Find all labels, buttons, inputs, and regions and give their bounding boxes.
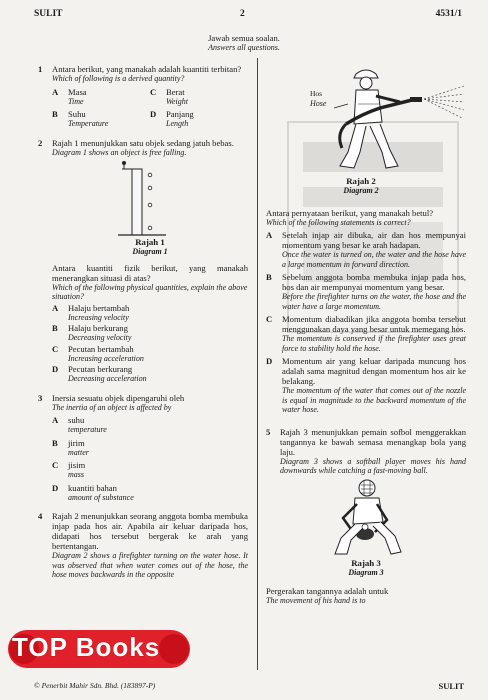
option-b[interactable]: B Halaju berkurang Decreasing velocity: [52, 323, 132, 342]
question-text-en: The inertia of an object is affected by: [52, 402, 172, 412]
question-text-en: Which of following is a derived quantity?: [52, 74, 185, 83]
firefighter-diagram: [326, 64, 466, 176]
option-d[interactable]: D Pecutan berkurang Decreasing acceleration: [52, 364, 147, 383]
option-d[interactable]: D Momentum air yang keluar daripada muncung hos adalah sama magnitud dengan momentum hos air ke belakang. The momentum of the water that comes out of the nozzle is equal in magnitude to the backward momentum of the water hose.: [266, 356, 466, 414]
option-c[interactable]: C jisim mass: [52, 460, 86, 479]
topbooks-logo: [6, 626, 192, 672]
question-number: 2: [38, 137, 43, 148]
option-a[interactable]: A Setelah injap air dibuka, air dan hos mempunyai momentum yang besar ke arah hadapan. Once the water is turned on, the water and the hose have a large momentum in forward direction.: [266, 230, 466, 269]
question-text-ms: Rajah 3 menunjukkan pemain sofbol menggerakkan tangannya ke bawah semasa menangkap bola yang laju.: [280, 426, 466, 457]
right-column: [266, 64, 466, 606]
paper-code: 4531/1: [435, 9, 462, 19]
footer-copyright: © Penerbit Mahir Sdn. Bhd. (183897-P): [34, 681, 156, 690]
left-column: [38, 64, 248, 580]
diagram-1-caption: Rajah 1 Diagram 1: [132, 237, 168, 256]
options-grid: [52, 86, 248, 129]
question-stem-en: The movement of his hand is to: [266, 596, 366, 605]
instruction-en: Answers all questions.: [208, 43, 280, 52]
option-b[interactable]: B Suhu Temperature: [52, 109, 109, 128]
question-stem-ms: Antara kuantiti fizik berikut, yang manakah menerangkan situasi di atas?: [52, 262, 248, 283]
logo-text: TOP Books: [12, 632, 161, 662]
hose-label: Hos Hose: [310, 89, 327, 108]
instruction-ms: Jawab semua soalan.: [208, 33, 280, 43]
option-a[interactable]: A Masa Time: [52, 86, 87, 106]
question-text-ms: Inersia sesuatu objek dipengaruhi oleh: [52, 392, 185, 403]
question-number: 4: [38, 511, 43, 521]
option-a[interactable]: A Halaju bertambah Increasing velocity: [52, 302, 130, 322]
question-4: [38, 511, 248, 580]
free-fall-diagram: [110, 157, 190, 237]
option-c[interactable]: C Momentum diabadikan jika anggota bomba tersebut menggunakan daya yang besar untuk memegang hos. The momentum is conserved if the firefighter uses great force to stability hold the hose.: [266, 314, 466, 353]
question-stem-en: Which of the following physical quantities, explain the above situation?: [52, 282, 248, 301]
footer-sulit: SULIT: [438, 681, 464, 691]
question-stem-ms: Pergerakan tangannya adalah untuk: [266, 586, 389, 596]
question-1: [38, 64, 248, 129]
option-c[interactable]: C Pecutan bertambah Increasing acceleration: [52, 343, 144, 363]
question-text-ms: Rajah 1 menunjukkan satu objek sedang jatuh bebas.: [52, 137, 234, 148]
option-a[interactable]: A suhu temperature: [52, 415, 107, 434]
question-text-en: Diagram 3 shows a softball player moves his hand downwards while catching a fast-moving ball.: [280, 456, 466, 475]
diagram-2-caption: Rajah 2 Diagram 2: [343, 176, 379, 195]
option-b[interactable]: B Sebelum anggota bomba membuka injap pada hos, hos dan air mempunyai momentum yang besar. Before the firefighter turns on the water, the hose and the water have a large momentum.: [266, 272, 466, 311]
question-number: 5: [266, 426, 271, 437]
question-stem-en: Which of the following statements is correct?: [266, 217, 411, 227]
question-text-ms: Antara berikut, yang manakah adalah kuantiti terbitan?: [52, 64, 242, 74]
question-number: 1: [38, 64, 43, 74]
column-divider: [257, 58, 258, 670]
instruction: [0, 33, 488, 53]
softball-player-diagram: [321, 476, 411, 558]
option-d[interactable]: D Panjang Length: [150, 109, 194, 128]
question-text-en: Diagram 2 shows a firefighter turning on the water hose. It was observed that when water comes out of the hose, the hose moves backwards in the opposite: [52, 551, 248, 579]
question-text-en: Diagram 1 shows an object is free falling.: [52, 147, 187, 157]
question-2: [38, 138, 248, 384]
option-d[interactable]: D kuantiti bahan amount of substance: [52, 482, 134, 502]
diagram-3-caption: Rajah 3 Diagram 3: [348, 557, 384, 577]
question-5: [266, 427, 466, 476]
diagram-2-wrap: [266, 64, 466, 176]
page-number: 2: [240, 9, 245, 19]
option-b[interactable]: B jirim matter: [52, 437, 89, 457]
question-3: [38, 393, 248, 503]
question-text-ms: Rajah 2 menunjukkan seorang anggota bomba membuka injap pada hos air. Apabila air keluar daripada hos, didapati hos tersebut bergerak ke arah yang bertentangan.: [52, 511, 248, 551]
question-stem-ms: Antara pernyataan berikut, yang manakah betul?: [266, 207, 434, 218]
header-sulit: SULIT: [34, 9, 63, 19]
option-c[interactable]: C Berat Weight: [150, 86, 188, 106]
question-number: 3: [38, 392, 43, 403]
